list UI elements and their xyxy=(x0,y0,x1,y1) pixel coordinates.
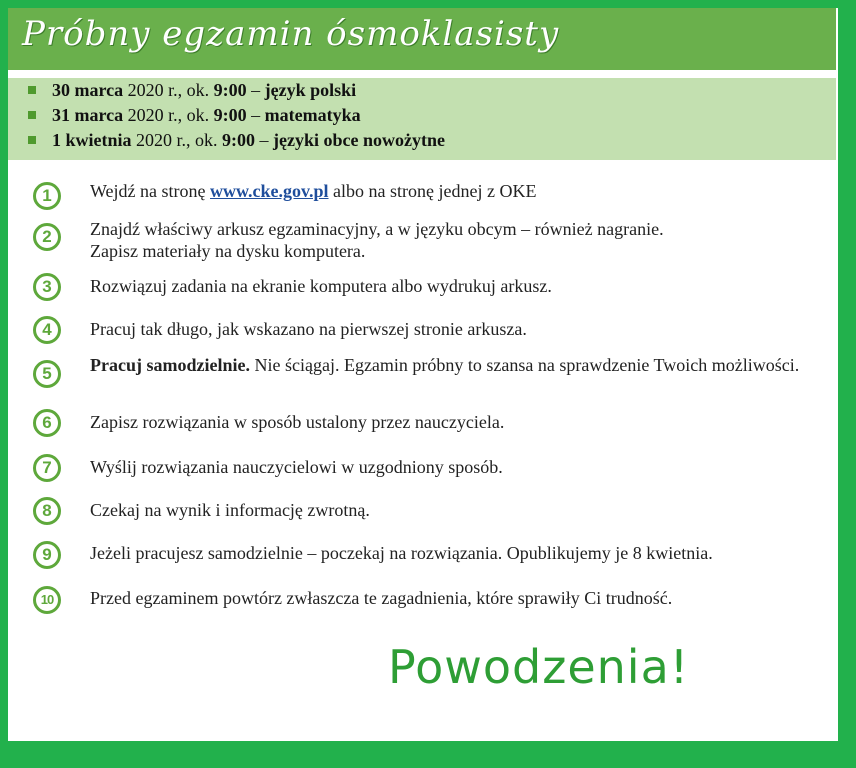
schedule-item xyxy=(28,130,445,154)
title-bar xyxy=(8,8,836,70)
cke-link[interactable]: www.cke.gov.pl xyxy=(210,181,329,201)
step-bold-text: Pracuj samodzielnie. xyxy=(90,355,250,375)
schedule-item xyxy=(28,80,356,104)
step-number-icon: 7 xyxy=(33,454,61,482)
step-text: Zapisz rozwiązania w sposób ustalony przez nauczyciela. xyxy=(90,412,505,432)
step-text-part: albo na stronę jednej z OKE xyxy=(328,181,537,201)
step-text: Rozwiązuj zadania na ekranie komputera albo wydrukuj arkusz. xyxy=(90,276,552,296)
schedule-subject: matematyka xyxy=(264,105,361,125)
step-number-icon: 2 xyxy=(33,223,61,251)
schedule-separator: – xyxy=(246,80,265,100)
step-number-icon: 5 xyxy=(33,360,61,388)
schedule-date: 30 marca xyxy=(52,80,124,100)
step-text: Jeżeli pracujesz samodzielnie – poczekaj na rozwiązania. Opublikujemy je 8 kwietnia. xyxy=(90,543,713,563)
step-text: Pracuj tak długo, jak wskazano na pierwszej stronie arkusza. xyxy=(90,319,527,339)
step-text xyxy=(90,218,825,262)
schedule-time: 9:00 xyxy=(213,105,247,125)
schedule-subject: język polski xyxy=(264,80,357,100)
schedule-separator: – xyxy=(255,130,274,150)
step-text xyxy=(90,180,825,202)
square-bullet-icon xyxy=(28,86,36,94)
step-number-icon: 3 xyxy=(33,273,61,301)
schedule-separator: – xyxy=(246,105,265,125)
step-text: Czekaj na wynik i informację zwrotną. xyxy=(90,500,370,520)
step-text-part: Nie ściągaj. Egzamin próbny to szansa na sprawdzenie Twoich możliwości. xyxy=(249,355,800,375)
schedule-year: 2020 r., ok. xyxy=(131,130,223,150)
schedule-year: 2020 r., ok. xyxy=(123,80,214,100)
schedule-item xyxy=(28,105,361,129)
step-text: Przed egzaminem powtórz zwłaszcza te zagadnienia, które sprawiły Ci trudność. xyxy=(90,588,673,608)
square-bullet-icon xyxy=(28,136,36,144)
step-number-icon: 1 xyxy=(33,182,61,210)
step-text: Wyślij rozwiązania nauczycielowi w uzgodniony sposób. xyxy=(90,457,503,477)
schedule-box xyxy=(8,78,836,160)
step-number-icon: 4 xyxy=(33,316,61,344)
step-number-icon: 6 xyxy=(33,409,61,437)
step-text-line: Zapisz materiały na dysku komputera. xyxy=(90,241,366,261)
page-title: Próbny egzamin ósmoklasisty xyxy=(22,14,560,54)
step-number-icon: 9 xyxy=(33,541,61,569)
step-text-part: Wejdź na stronę xyxy=(90,181,211,201)
step-text-line: Znajdź właściwy arkusz egzaminacyjny, a w języku obcym – również nagranie. xyxy=(90,219,664,239)
schedule-date: 1 kwietnia xyxy=(52,130,132,150)
square-bullet-icon xyxy=(28,111,36,119)
step-number-icon: 8 xyxy=(33,497,61,525)
step-number-icon: 10 xyxy=(33,586,61,614)
schedule-year: 2020 r., ok. xyxy=(123,105,214,125)
schedule-date: 31 marca xyxy=(52,105,124,125)
schedule-time: 9:00 xyxy=(213,80,247,100)
good-luck-text: Powodzenia! xyxy=(388,640,690,694)
schedule-time: 9:00 xyxy=(222,130,256,150)
step-text xyxy=(90,354,825,376)
schedule-subject: języki obce nowożytne xyxy=(273,130,445,150)
